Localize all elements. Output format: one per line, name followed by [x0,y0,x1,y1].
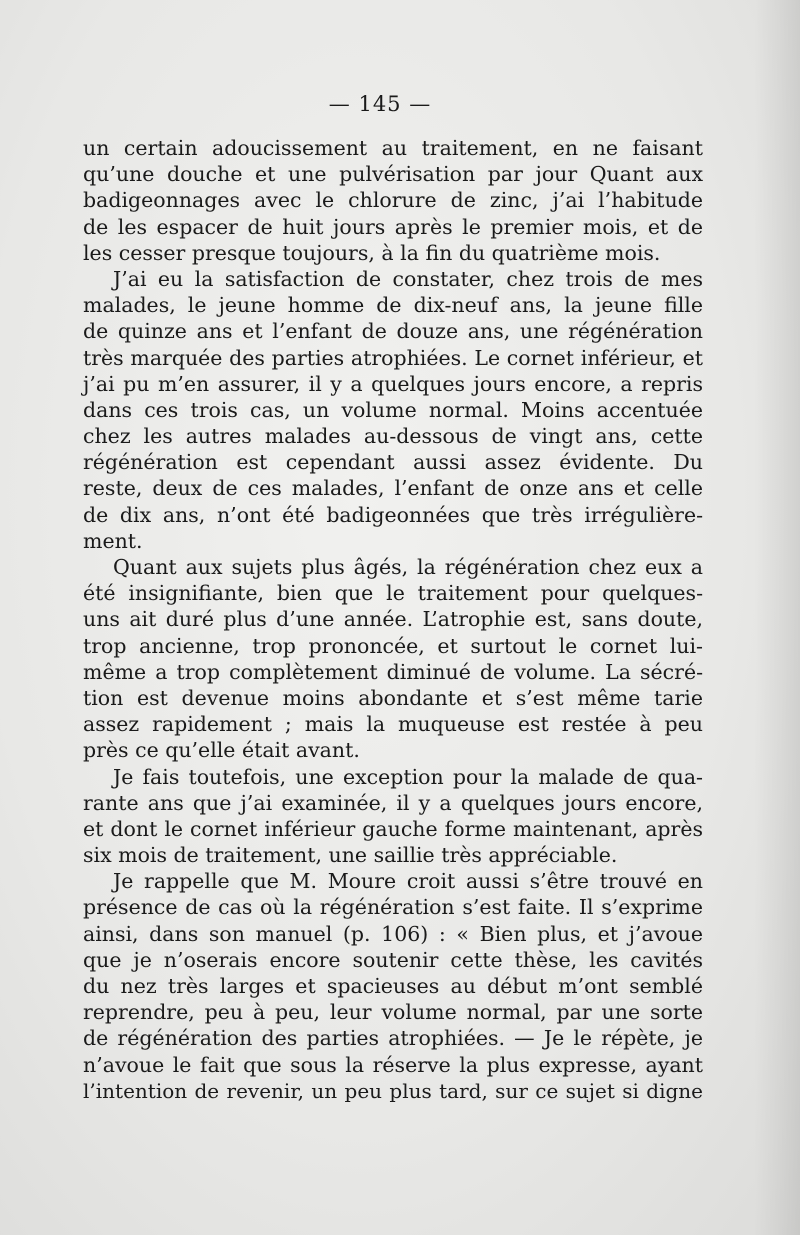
text-line: chez les autres malades au-dessous de vingt ans, cette [83,424,703,449]
page-edge-shadow [754,0,800,1235]
text-line: ment. [83,528,143,553]
text-line: Quant aux sujets plus âgés, la régénération chez eux a [113,555,703,579]
text-line: Je fais toutefois, une exception pour la malade de qua- [113,764,703,789]
text-line: rante ans que j’ai examinée, il y a quelques jours encore, [83,790,703,815]
text-line: et dont le cornet inférieur gauche forme maintenant, après [83,816,703,841]
text-line: que je n’oserais encore soutenir cette thèse, les cavités [83,947,703,972]
text-line: présence de cas où la régénération s’est faite. Il s’exprime [83,895,703,920]
text-line: reste, deux de ces malades, l’enfant de onze ans et celle [83,476,703,501]
text-line: très marquée des parties atrophiées. Le cornet inférieur, et [83,345,703,370]
text-line: badigeonnages avec le chlorure de zinc, j’ai l’habitude [83,188,703,213]
text-line: de régénération des parties atrophiées. — Je le répète, je [83,1026,703,1051]
text-line: trop ancienne, trop prononcée, et surtout le cornet lui- [83,633,703,658]
text-line: J’ai eu la satisfaction de constater, chez trois de mes [113,266,703,291]
text-line: reprendre, peu à peu, leur volume normal, par une sorte [83,1000,703,1025]
text-line: j’ai pu m’en assurer, il y a quelques jours encore, a repris [83,371,703,396]
text-line: de dix ans, n’ont été badigeonnées que très irrégulière- [83,502,703,527]
text-line: uns ait duré plus d’une année. L’atrophie est, sans doute, [83,607,703,632]
text-line: dans ces trois cas, un volume normal. Moins accentuée [83,397,703,422]
text-line: tion est devenue moins abondante et s’est même tarie [83,685,703,710]
text-line: un certain adoucissement au traitement, en ne faisant [83,136,703,160]
text-line: de quinze ans et l’enfant de douze ans, une régénération [83,319,703,344]
body-text [83,135,703,1104]
text-line: six mois de traitement, une saillie très appréciable. [83,843,618,868]
text-line: l’intention de revenir, un peu plus tard, sur ce sujet si digne [83,1078,703,1103]
text-line: régénération est cependant aussi assez évidente. Du [83,450,703,475]
text-line: malades, le jeune homme de dix-neuf ans, la jeune fille [83,293,703,318]
page-number: — 145 — [328,92,432,116]
text-line: du nez très larges et spacieuses au début m’ont semblé [83,974,703,998]
text-line: assez rapidement ; mais la muqueuse est restée à peu [83,712,703,737]
text-line: les cesser presque toujours, à la fin du quatrième mois. [83,240,661,265]
text-line: ainsi, dans son manuel (p. 106) : « Bien plus, et j’avoue [83,921,703,946]
text-line: n’avoue le fait que sous la réserve la plus expresse, ayant [83,1052,703,1077]
text-line: qu’une douche et une pulvérisation par jour Quant aux [83,162,703,187]
text-line: même a trop complètement diminué de volume. La sécré- [83,659,703,684]
text-line: Je rappelle que M. Moure croit aussi s’être trouvé en [113,869,703,894]
text-line: de les espacer de huit jours après le premier mois, et de [83,214,703,239]
text-line: été insignifiante, bien que le traitement pour quelques- [83,581,703,606]
text-line: près ce qu’elle était avant. [83,738,360,763]
